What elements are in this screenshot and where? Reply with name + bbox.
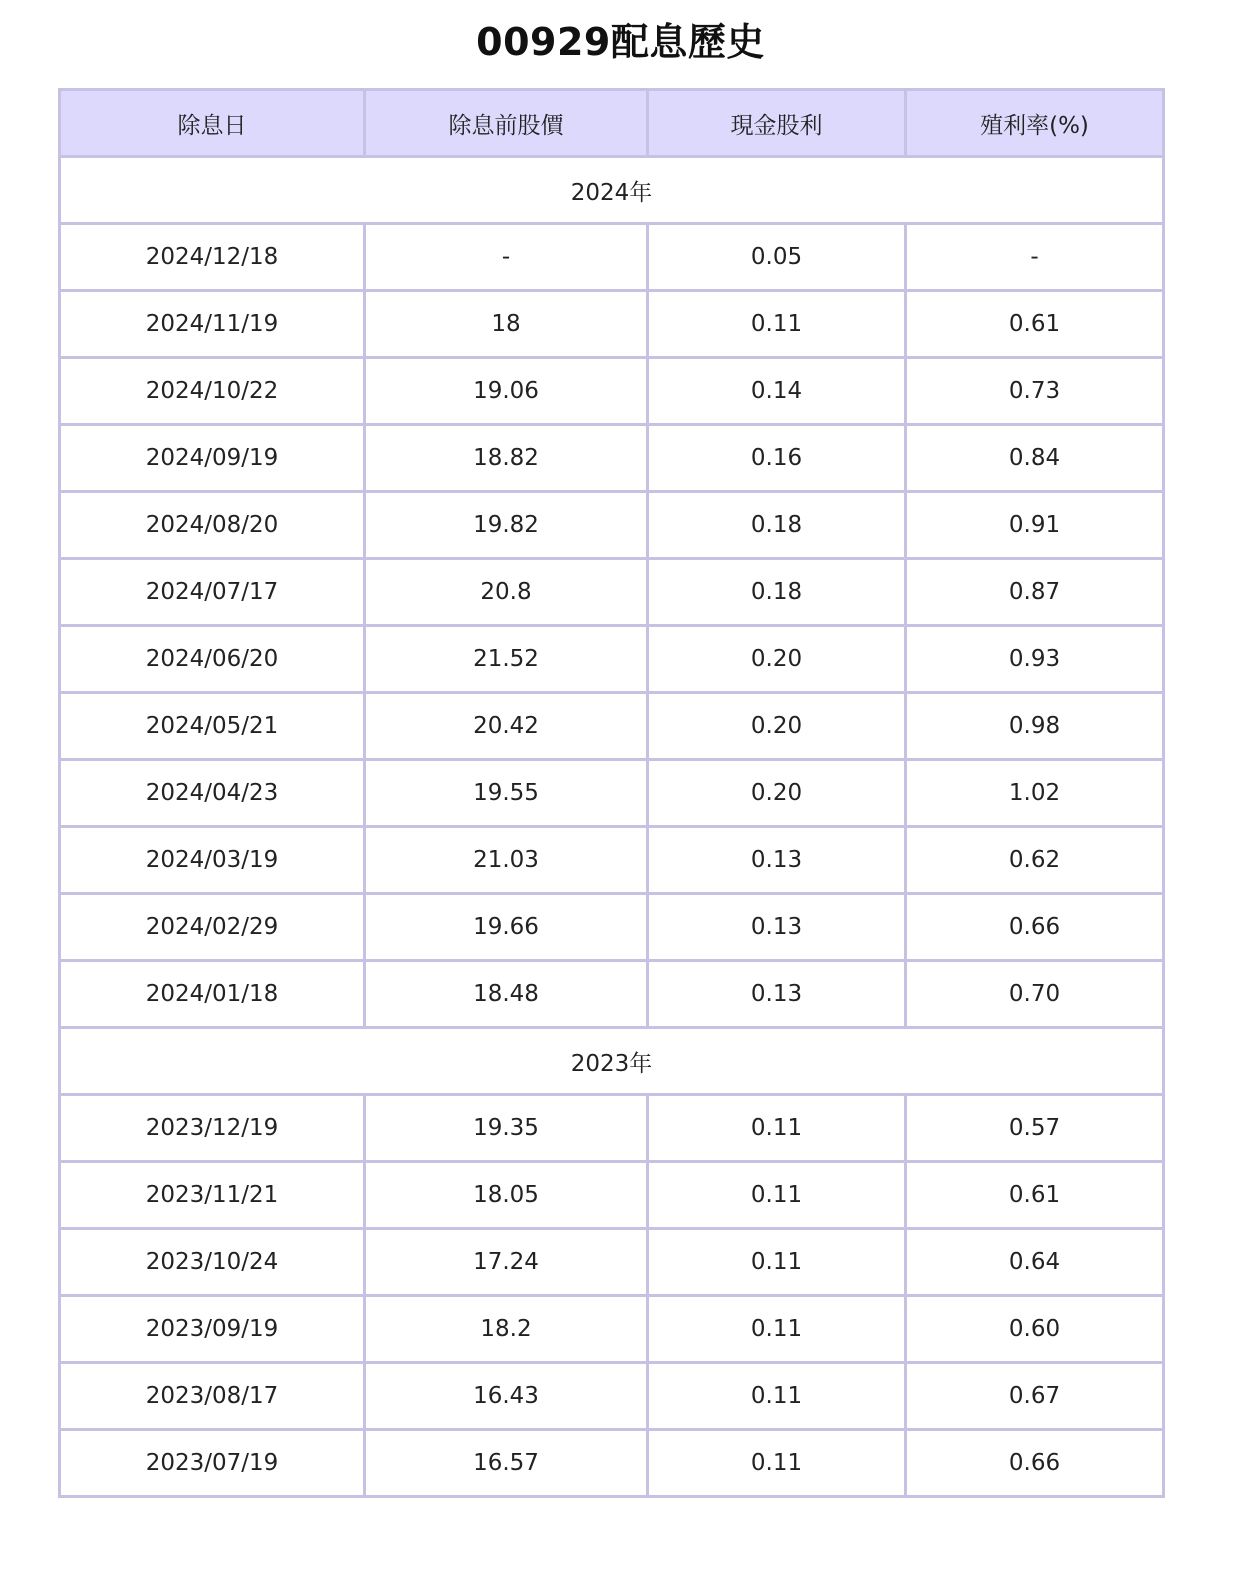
price-before-cell: 16.43 — [365, 1363, 648, 1430]
yield-cell: 0.61 — [906, 1162, 1164, 1229]
yield-cell: 0.62 — [906, 827, 1164, 894]
yield-cell: 0.87 — [906, 559, 1164, 626]
price-before-cell: 19.82 — [365, 492, 648, 559]
cash-dividend-cell: 0.20 — [648, 760, 906, 827]
table-row — [60, 1363, 1164, 1430]
cash-dividend-cell: 0.11 — [648, 1430, 906, 1497]
page-title: 00929配息歷史 — [476, 20, 765, 64]
price-before-cell: 19.66 — [365, 894, 648, 961]
cash-dividend-cell: 0.18 — [648, 492, 906, 559]
year-group-row — [60, 1028, 1164, 1095]
table-row — [60, 492, 1164, 559]
yield-cell: 0.67 — [906, 1363, 1164, 1430]
table-body — [60, 157, 1164, 1497]
price-before-cell: 19.55 — [365, 760, 648, 827]
yield-cell: 0.57 — [906, 1095, 1164, 1162]
ex-dividend-date-cell: 2023/08/17 — [60, 1363, 365, 1430]
ex-dividend-date-cell: 2023/07/19 — [60, 1430, 365, 1497]
cash-dividend-cell: 0.11 — [648, 291, 906, 358]
yield-cell: 0.66 — [906, 1430, 1164, 1497]
table-row — [60, 291, 1164, 358]
price-before-cell: - — [365, 224, 648, 291]
table-row — [60, 961, 1164, 1028]
table-row — [60, 894, 1164, 961]
column-header-yield: 殖利率(%) — [906, 90, 1164, 157]
cash-dividend-cell: 0.11 — [648, 1229, 906, 1296]
price-before-cell: 18 — [365, 291, 648, 358]
table-row — [60, 626, 1164, 693]
table-row — [60, 358, 1164, 425]
ex-dividend-date-cell: 2023/12/19 — [60, 1095, 365, 1162]
ex-dividend-date-cell: 2024/08/20 — [60, 492, 365, 559]
ex-dividend-date-cell: 2023/09/19 — [60, 1296, 365, 1363]
cash-dividend-cell: 0.05 — [648, 224, 906, 291]
yield-cell: 1.02 — [906, 760, 1164, 827]
cash-dividend-cell: 0.20 — [648, 693, 906, 760]
yield-cell: 0.98 — [906, 693, 1164, 760]
table-row — [60, 559, 1164, 626]
table-row — [60, 425, 1164, 492]
ex-dividend-date-cell: 2024/01/18 — [60, 961, 365, 1028]
yield-cell: 0.70 — [906, 961, 1164, 1028]
ex-dividend-date-cell: 2024/09/19 — [60, 425, 365, 492]
cash-dividend-cell: 0.18 — [648, 559, 906, 626]
yield-cell: 0.91 — [906, 492, 1164, 559]
ex-dividend-date-cell: 2024/11/19 — [60, 291, 365, 358]
year-label: 2024年 — [60, 157, 1164, 224]
year-label: 2023年 — [60, 1028, 1164, 1095]
ex-dividend-date-cell: 2023/11/21 — [60, 1162, 365, 1229]
yield-cell: 0.61 — [906, 291, 1164, 358]
price-before-cell: 21.03 — [365, 827, 648, 894]
cash-dividend-cell: 0.13 — [648, 894, 906, 961]
table-row — [60, 1095, 1164, 1162]
ex-dividend-date-cell: 2024/04/23 — [60, 760, 365, 827]
yield-cell: 0.84 — [906, 425, 1164, 492]
price-before-cell: 17.24 — [365, 1229, 648, 1296]
ex-dividend-date-cell: 2024/07/17 — [60, 559, 365, 626]
table-header — [60, 90, 1164, 157]
cash-dividend-cell: 0.11 — [648, 1095, 906, 1162]
ex-dividend-date-cell: 2024/05/21 — [60, 693, 365, 760]
header-row — [60, 90, 1164, 157]
price-before-cell: 21.52 — [365, 626, 648, 693]
ex-dividend-date-cell: 2024/03/19 — [60, 827, 365, 894]
year-group-row — [60, 157, 1164, 224]
column-header-cash-dividend: 現金股利 — [648, 90, 906, 157]
cash-dividend-cell: 0.11 — [648, 1296, 906, 1363]
table-row — [60, 1229, 1164, 1296]
cash-dividend-cell: 0.11 — [648, 1162, 906, 1229]
yield-cell: 0.93 — [906, 626, 1164, 693]
price-before-cell: 16.57 — [365, 1430, 648, 1497]
cash-dividend-cell: 0.20 — [648, 626, 906, 693]
cash-dividend-cell: 0.13 — [648, 961, 906, 1028]
yield-cell: 0.64 — [906, 1229, 1164, 1296]
table-row — [60, 1296, 1164, 1363]
price-before-cell: 20.42 — [365, 693, 648, 760]
table-row — [60, 827, 1164, 894]
price-before-cell: 18.2 — [365, 1296, 648, 1363]
yield-cell: 0.60 — [906, 1296, 1164, 1363]
ex-dividend-date-cell: 2024/12/18 — [60, 224, 365, 291]
price-before-cell: 20.8 — [365, 559, 648, 626]
ex-dividend-date-cell: 2024/10/22 — [60, 358, 365, 425]
dividend-history-table — [58, 88, 1165, 1498]
ex-dividend-date-cell: 2024/02/29 — [60, 894, 365, 961]
yield-cell: - — [906, 224, 1164, 291]
column-header-ex-dividend-date: 除息日 — [60, 90, 365, 157]
ex-dividend-date-cell: 2023/10/24 — [60, 1229, 365, 1296]
table-row — [60, 1430, 1164, 1497]
price-before-cell: 19.06 — [365, 358, 648, 425]
cash-dividend-cell: 0.16 — [648, 425, 906, 492]
column-header-price-before-ex-dividend: 除息前股價 — [365, 90, 648, 157]
cash-dividend-cell: 0.11 — [648, 1363, 906, 1430]
price-before-cell: 18.05 — [365, 1162, 648, 1229]
price-before-cell: 18.48 — [365, 961, 648, 1028]
price-before-cell: 18.82 — [365, 425, 648, 492]
yield-cell: 0.66 — [906, 894, 1164, 961]
table-row — [60, 224, 1164, 291]
ex-dividend-date-cell: 2024/06/20 — [60, 626, 365, 693]
table-row — [60, 693, 1164, 760]
cash-dividend-cell: 0.13 — [648, 827, 906, 894]
price-before-cell: 19.35 — [365, 1095, 648, 1162]
yield-cell: 0.73 — [906, 358, 1164, 425]
table-row — [60, 1162, 1164, 1229]
cash-dividend-cell: 0.14 — [648, 358, 906, 425]
table-row — [60, 760, 1164, 827]
